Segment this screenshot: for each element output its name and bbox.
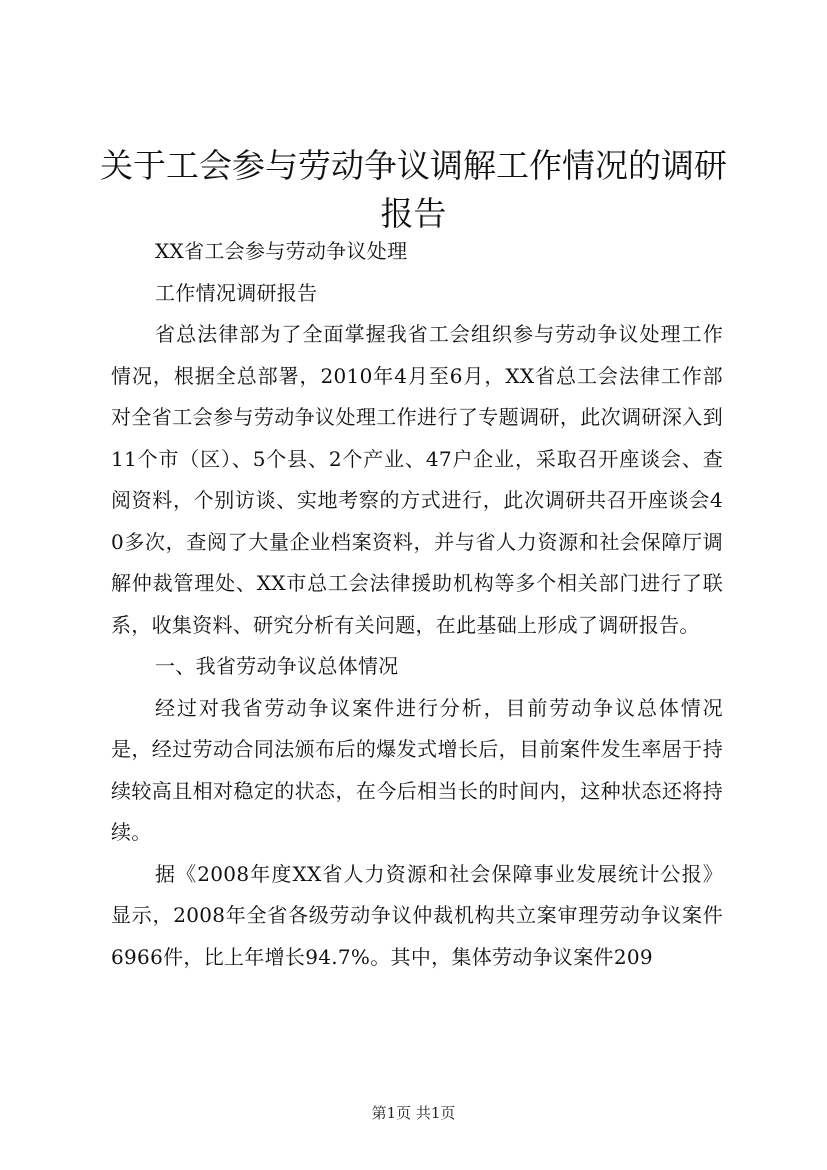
- subtitle-line-1: XX省工会参与劳动争议处理: [155, 239, 408, 263]
- document-title: 关于工会参与劳动争议调解工作情况的调研报告: [100, 146, 727, 233]
- section-heading: 一、我省劳动争议总体情况: [155, 654, 399, 678]
- document-body: [111, 231, 723, 978]
- body-paragraph: 经过对我省劳动争议案件进行分析，目前劳动争议总体情况是，经过劳动合同法颁布后的爆发式增长后，目前案件发生率居于持续较高且相对稳定的状态，在今后相当长的时间内，这种状态还将持续。: [111, 695, 723, 844]
- page-footer: 第1页 共1页: [371, 1104, 456, 1122]
- body-paragraph: 据《2008年度XX省人力资源和社会保障事业发展统计公报》显示，2008年全省各级劳动争议仲裁机构共立案审理劳动争议案件6966件，比上年增长94.7%。其中，集体劳动争议案件209: [111, 861, 723, 969]
- subtitle-line-2: 工作情况调研报告: [155, 280, 318, 305]
- body-paragraph: 省总法律部为了全面掌握我省工会组织参与劳动争议处理工作情况，根据全总部署，2010年4月至6月，XX省总工会法律工作部对全省工会参与劳动争议处理工作进行了专题调研，此次调研深入到11个市（区）、5个县、2个产业、47户企业，采取召开座谈会、查阅资料，个别访谈、实地考察的方式进行，此次调研共召开座谈会40多次，查阅了大量企业档案资料，并与省人力资源和社会保障厅调解仲裁管理处、XX市总工会法律援助机构等多个相关部门进行了联系，收集资料、研究分析有关问题，在此基础上形成了调研报告。: [111, 322, 723, 637]
